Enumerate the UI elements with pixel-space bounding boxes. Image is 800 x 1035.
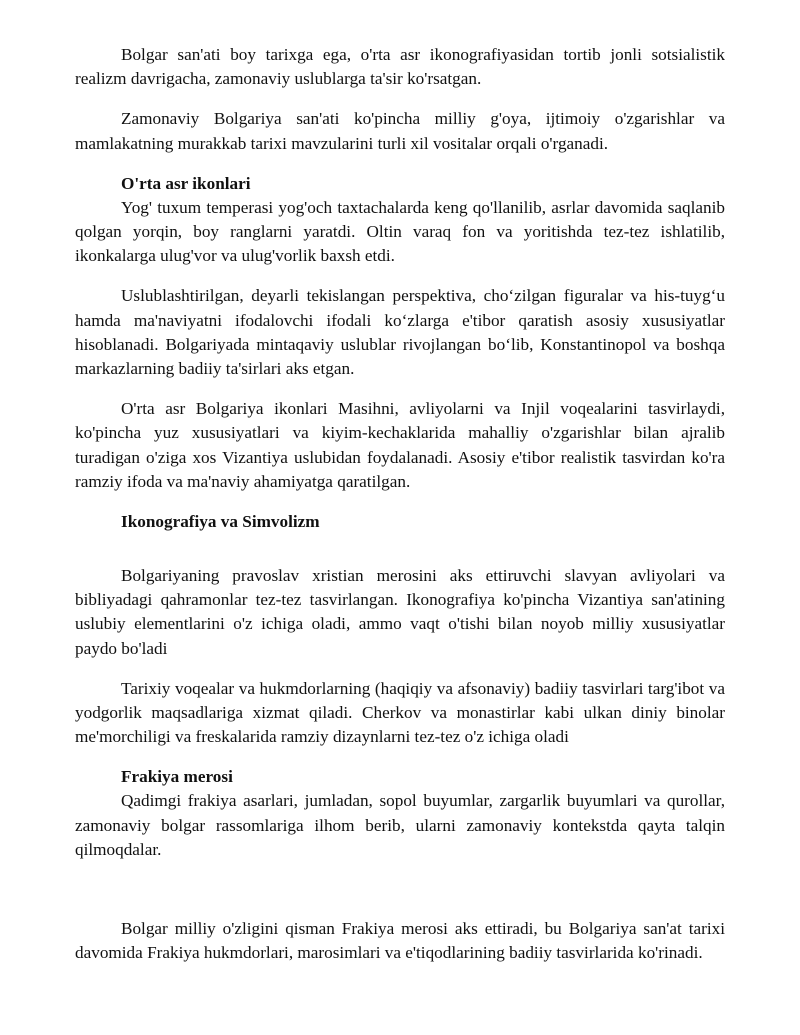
paragraph-national-identity: Bolgar milliy o'zligini qisman Frakiya merosi aks ettiradi, bu Bolgariya san'at tarixi davomida Frakiya hukmdorlari, marosimlari va e'tiqodlarining badiiy tasvirlarida ko'rinadi. (75, 919, 725, 963)
paragraph-historical-events: Tarixiy voqealar va hukmdorlarning (haqiqiy va afsonaviy) badiiy tasvirlari targ'ibot va yodgorlik maqsadlariga xizmat qiladi. Cherkov va monastirlar kabi ulkan diniy binolar me'morchiligi va freskalarida ramziy dizaynlarni tez-tez o'z ichiga oladi (75, 678, 725, 747)
paragraph-egg-tempera: Yog' tuxum temperasi yog'och taxtachalarda keng qo'llanilib, asrlar davomida saqlanib qolgan yorqin, boy ranglarni yaratdi. Oltin varaq fon va yoritishda tez-tez ishlatilib, ikonkalarga ulug'vor va ulug'vorlik baxsh etdi. (75, 197, 725, 266)
paragraph-stylized-perspective: Uslublashtirilgan, deyarli tekislangan perspektiva, cho‘zilgan figuralar va his-tuyg‘u hamda ma'naviyatni ifodalovchi ifodali ko‘zlarga e'tibor qaratish asosiy xususiyatlar hisoblanadi. Bolgariyada mintaqaviy uslublar rivojlangan bo‘lib, Konstantinopol va boshqa markazlarning badiiy ta'sirlari aks etgan. (75, 286, 725, 379)
section-heading-thracian-heritage: Frakiya merosi (121, 767, 233, 787)
section-heading-iconography: Ikonografiya va Simvolizm (121, 512, 320, 532)
paragraph-ancient-thracian-works: Qadimgi frakiya asarlari, jumladan, sopol buyumlar, zargarlik buyumlari va qurollar, zamonaviy bolgar rassomlariga ilhom berib, ularni zamonaviy kontekstda qayta talqin qilmoqdalar. (75, 791, 725, 859)
paragraph-medieval-bulgarian-icons: O'rta asr Bolgariya ikonlari Masihni, avliyolarni va Injil voqealarini tasvirlaydi, ko'pincha yuz xususiyatlari va kiyim-kechaklarida mahalliy o'zgarishlar bilan ajralib turadigan o'ziga xos Vizantiya uslubidan foydalanadi. Asosiy e'tibor realistik tasvirdan ko'ra ramziy ifoda va ma'naviy ahamiyatga qaratilgan. (75, 399, 725, 491)
section-heading-medieval-icons: O'rta asr ikonlari (121, 173, 251, 193)
document-page (75, 43, 725, 965)
paragraph-modern-art: Zamonaviy Bolgariya san'ati ko'pincha milliy g'oya, ijtimoiy o'zgarishlar va mamlakatning murakkab tarixi mavzularini turli xil vositalar orqali o'rganadi. (75, 109, 725, 153)
paragraph-orthodox-heritage: Bolgariyaning pravoslav xristian merosini aks ettiruvchi slavyan avliyolari va bibliyadagi qahramonlar tez-tez tasvirlangan. Ikonografiya ko'pincha Vizantiya san'atining uslubiy elementlarini o'z ichiga oladi, ammo vaqt o'tishi bilan noyob milliy xususiyatlar paydo bo'ladi (75, 566, 725, 658)
paragraph-intro: Bolgar san'ati boy tarixga ega, o'rta asr ikonografiyasidan tortib jonli sotsialistik realizm davrigacha, zamonaviy uslublarga ta'sir ko'rsatgan. (75, 45, 725, 89)
